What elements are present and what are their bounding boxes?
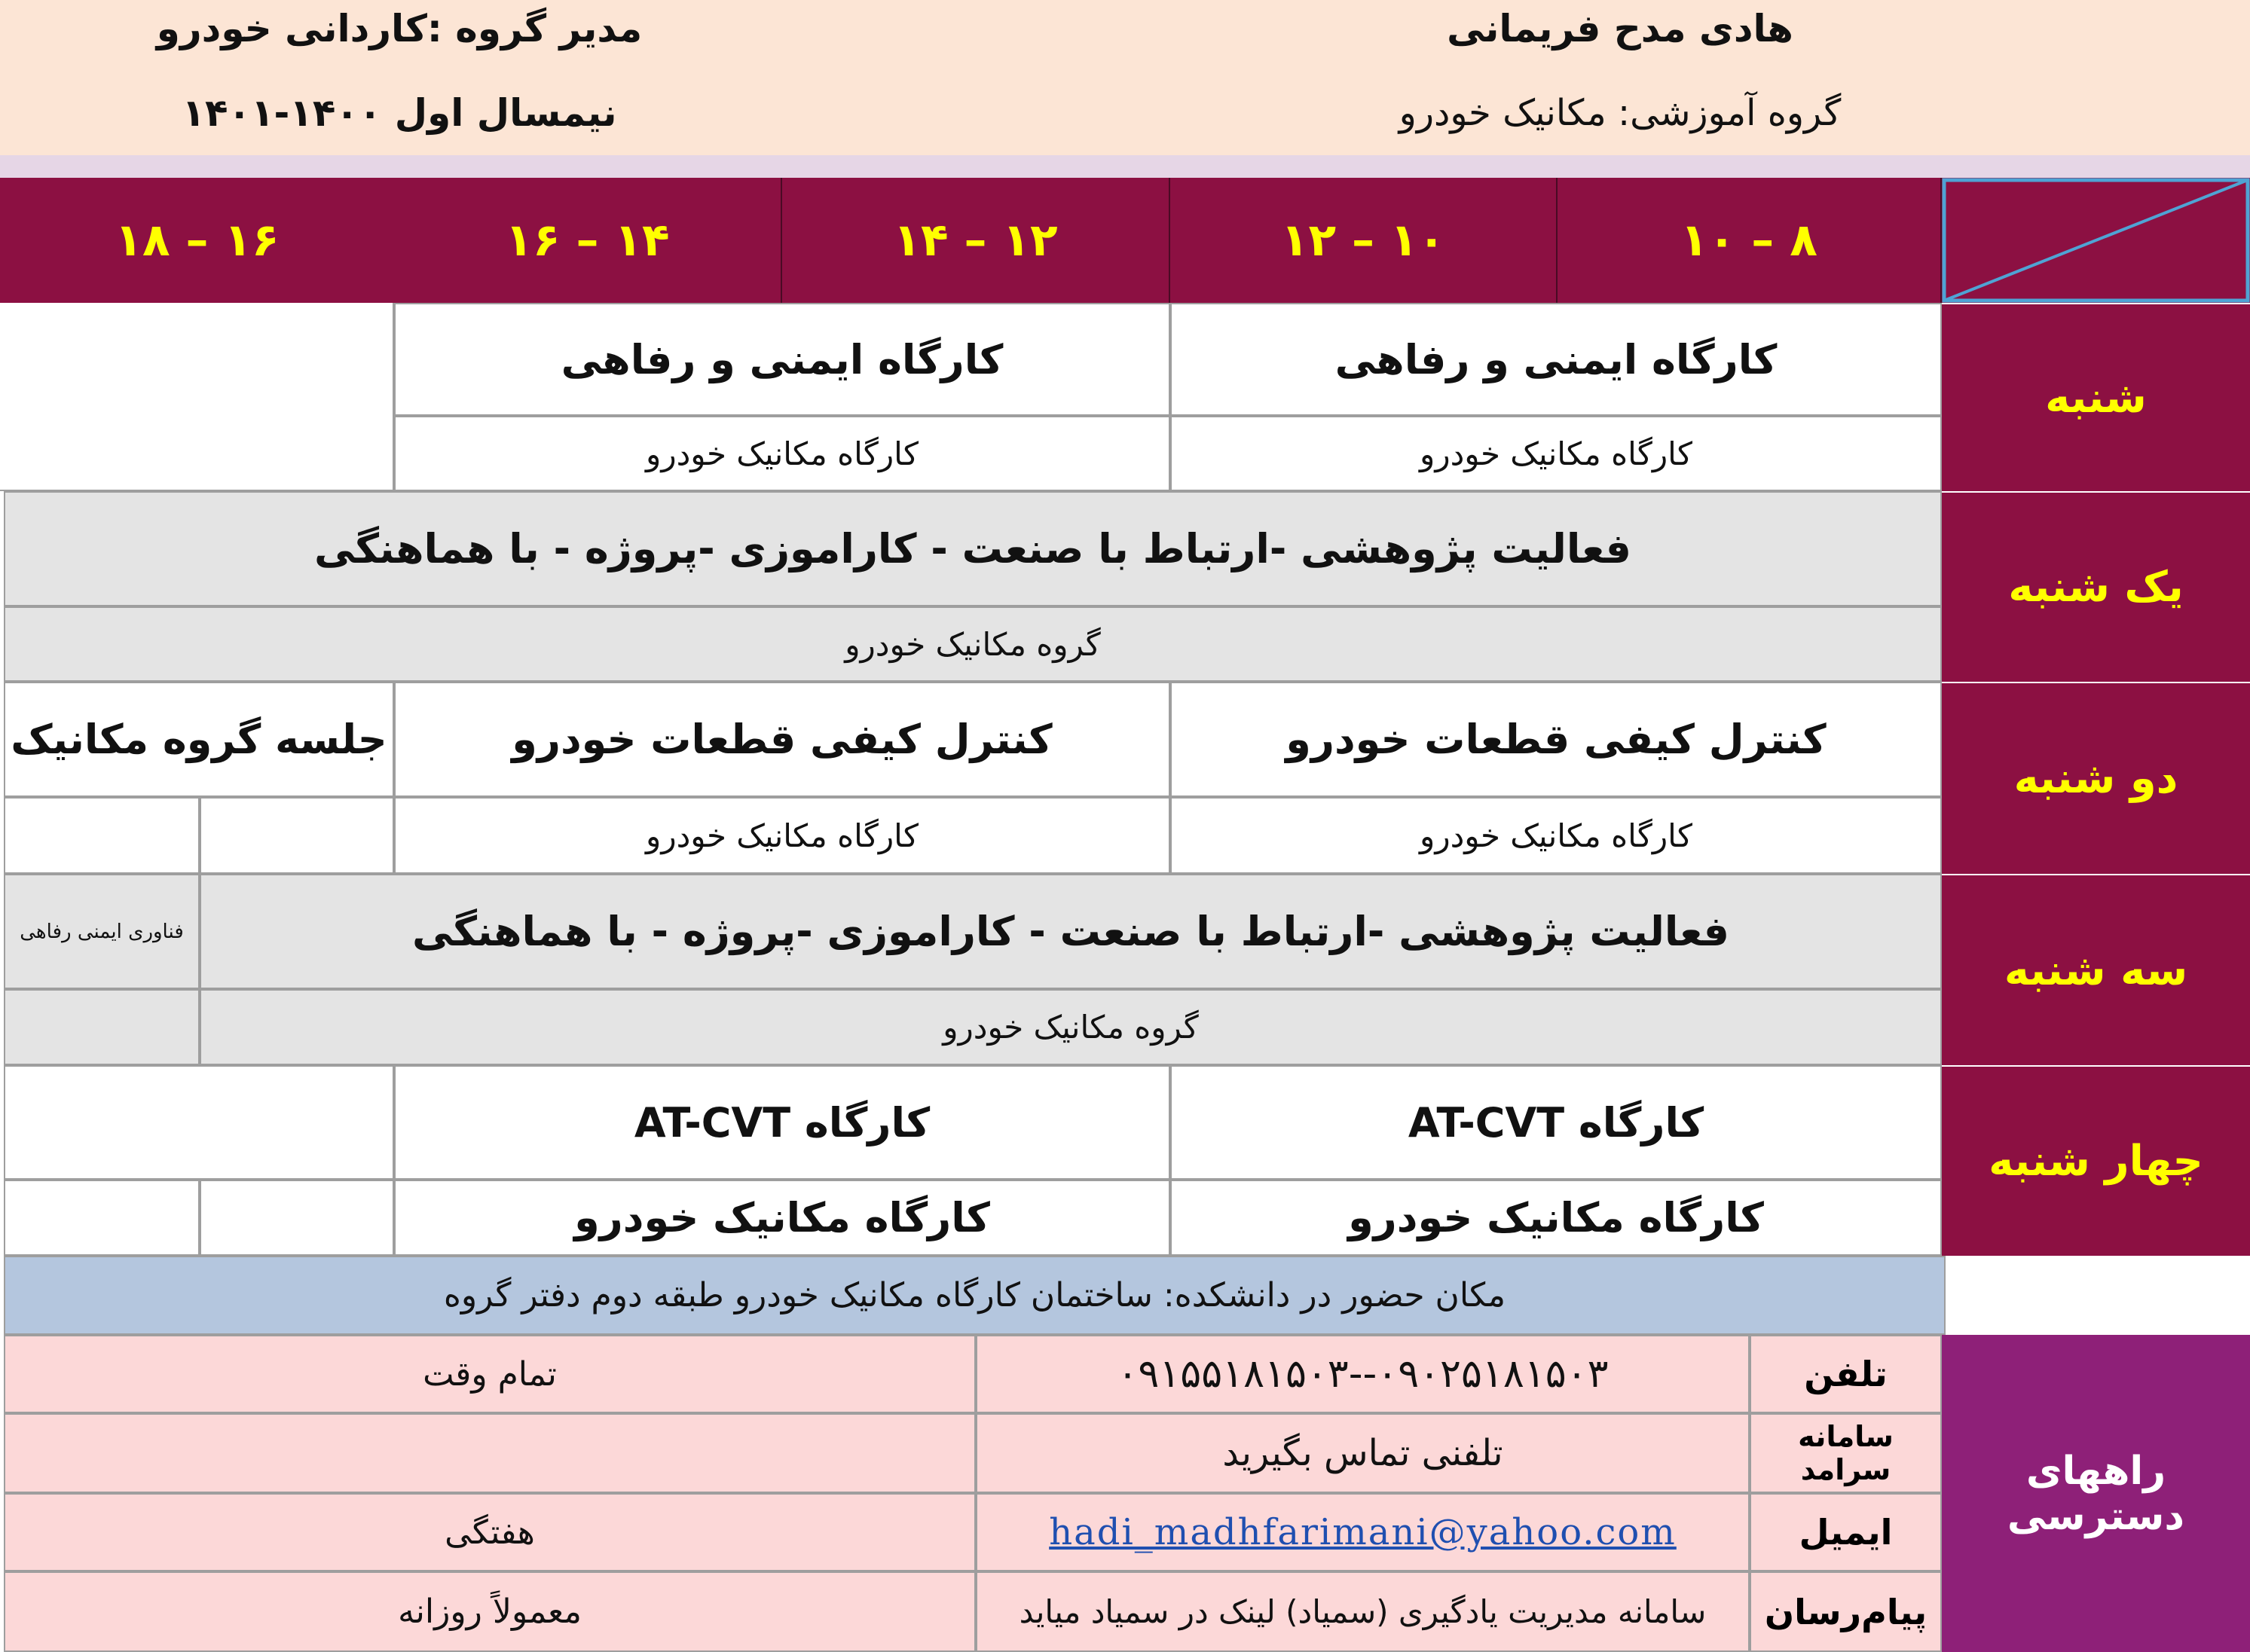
instructor-name: هادی مدح فریمانی bbox=[1447, 7, 1793, 50]
day-wednesday: چهار شنبه bbox=[1942, 1065, 2250, 1256]
day-monday: دو شنبه bbox=[1942, 682, 2250, 874]
mon-slot2-location: کارگاه مکانیک خودرو bbox=[394, 797, 1170, 874]
messenger-label: پیام‌رسان bbox=[1750, 1571, 1942, 1652]
sat-slot2-course: کارگاه ایمنی و رفاهی bbox=[394, 303, 1170, 416]
slot-14-16: ۱۴ – ۱۶ bbox=[394, 178, 782, 303]
day-sunday: یک شنبه bbox=[1942, 491, 2250, 682]
header-divider bbox=[0, 155, 2250, 178]
mon-slot1-location: کارگاه مکانیک خودرو bbox=[1170, 797, 1942, 874]
access-title: راههای دسترسی bbox=[1942, 1335, 2250, 1652]
sun-activity: فعالیت پژوهشی -ارتباط با صنعت - کاراموزی -پروژه - با هماهنگی bbox=[4, 491, 1942, 606]
mon-empty-cell-b bbox=[4, 797, 200, 874]
day-saturday: شنبه bbox=[1942, 303, 2250, 491]
corner-diagonal-cell bbox=[1942, 178, 2250, 303]
email-frequency: هفتگی bbox=[4, 1493, 976, 1571]
tue-location: گروه مکانیک خودرو bbox=[200, 989, 1942, 1065]
mon-slot2-course: کنترل کیفی قطعات خودرو bbox=[394, 682, 1170, 797]
tue-side-empty bbox=[4, 989, 200, 1065]
location-note: مکان حضور در دانشکده: ساختمان کارگاه مکانیک خودرو طبقه دوم دفتر گروه bbox=[4, 1256, 1946, 1335]
group-manager: مدیر گروه :کاردانی خودرو bbox=[156, 7, 643, 50]
sat-empty-cell bbox=[0, 303, 394, 491]
department: گروه آموزشی: مکانیک خودرو bbox=[1399, 92, 1842, 134]
mon-slot1-course: کنترل کیفی قطعات خودرو bbox=[1170, 682, 1942, 797]
mon-empty-cell-a bbox=[200, 797, 394, 874]
slot-8-10: ۸ – ۱۰ bbox=[1558, 178, 1942, 303]
saramad-note bbox=[4, 1413, 976, 1493]
messenger-frequency: معمولاً روزانه bbox=[4, 1571, 976, 1652]
wed-slot1-location: کارگاه مکانیک خودرو bbox=[1170, 1180, 1942, 1256]
saramad-value: تلفنی تماس بگیرید bbox=[976, 1413, 1750, 1493]
messenger-value: سامانه مدیریت یادگیری (سمیاد) لینک در سمیاد میاید bbox=[976, 1571, 1750, 1652]
sat-slot1-course: کارگاه ایمنی و رفاهی bbox=[1170, 303, 1942, 416]
phone-availability: تمام وقت bbox=[4, 1335, 976, 1413]
tue-side-course: فناوری ایمنی رفاهی bbox=[4, 874, 200, 989]
mon-group-meeting: جلسه گروه مکانیک bbox=[4, 682, 394, 797]
day-tuesday: سه شنبه bbox=[1942, 874, 2250, 1065]
email-address[interactable]: hadi_madhfarimani@yahoo.com bbox=[1049, 1511, 1677, 1553]
semester: نیمسال اول ۱۴۰۰-۱۴۰۱ bbox=[182, 91, 617, 135]
wed-slot2-location: کارگاه مکانیک خودرو bbox=[394, 1180, 1170, 1256]
sun-location: گروه مکانیک خودرو bbox=[4, 606, 1942, 682]
wed-empty-cell-b bbox=[4, 1180, 200, 1256]
slot-12-14: ۱۲ – ۱۴ bbox=[782, 178, 1170, 303]
slot-16-18: ۱۶ – ۱۸ bbox=[0, 178, 394, 303]
wed-empty-cell-a bbox=[200, 1180, 394, 1256]
email-link[interactable] bbox=[976, 1493, 1750, 1571]
sat-slot2-location: کارگاه مکانیک خودرو bbox=[394, 416, 1170, 491]
phone-value: ۰۹۰۲۵۱۸۱۵۰۳--۰۹۱۵۵۱۸۱۵۰۳ bbox=[976, 1335, 1750, 1413]
tue-activity: فعالیت پژوهشی -ارتباط با صنعت - کاراموزی -پروژه - با هماهنگی bbox=[200, 874, 1942, 989]
wed-slot2-course: کارگاه AT-CVT bbox=[394, 1065, 1170, 1180]
wed-empty-cell bbox=[4, 1065, 394, 1180]
slot-10-12: ۱۰ – ۱۲ bbox=[1170, 178, 1558, 303]
sat-slot1-location: کارگاه مکانیک خودرو bbox=[1170, 416, 1942, 491]
email-label: ایمیل bbox=[1750, 1493, 1942, 1571]
saramad-label: سامانه سرامد bbox=[1750, 1413, 1942, 1493]
phone-label: تلفن bbox=[1750, 1335, 1942, 1413]
wed-slot1-course: کارگاه AT-CVT bbox=[1170, 1065, 1942, 1180]
